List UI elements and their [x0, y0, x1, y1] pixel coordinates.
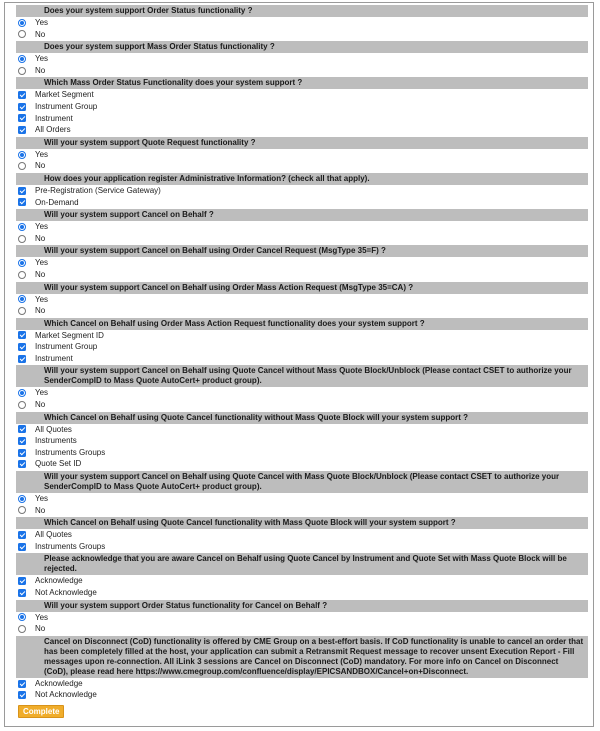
option-label: Instruments Groups	[35, 541, 106, 551]
question-header: Which Mass Order Status Functionality does your system support ?	[16, 77, 588, 89]
question-7	[16, 245, 588, 280]
option-label: Pre-Registration (Service Gateway)	[35, 185, 161, 195]
question-8	[16, 282, 588, 317]
option-label: All Quotes	[35, 424, 72, 434]
radio-button[interactable]	[18, 307, 26, 315]
radio-button[interactable]	[18, 259, 26, 267]
question-header: Cancel on Disconnect (CoD) functionality is offered by CME Group on a best-effort basis. If CoD functionality is unable to cancel an order that has been completely filled at the host, your application can submit a Retransmit Request message to recover unsent Execution Report - Fill messages upon re-connection. All iLink 3 sessions are Cancel on Disconnect (CoD) mandatory. For more info on Cancel on Disconnect (CoD), please read here https://www.cmegroup.com/confluence/display/EPICSANDBOX/Cancel+on+Disconnect.	[16, 636, 588, 678]
checkbox[interactable]	[18, 355, 26, 363]
radio-button[interactable]	[18, 271, 26, 279]
checkbox-option[interactable]	[16, 341, 588, 353]
radio-option[interactable]	[16, 623, 588, 635]
checkbox[interactable]	[18, 114, 26, 122]
question-header: Does your system support Order Status functionality ?	[16, 5, 588, 17]
question-9	[16, 318, 588, 365]
option-label: Acknowledge	[35, 576, 83, 586]
checkbox-option[interactable]	[16, 124, 588, 136]
question-16	[16, 636, 588, 701]
question-header: Which Cancel on Behalf using Order Mass Action Request functionality does your system support ?	[16, 318, 588, 330]
option-label: Market Segment ID	[35, 330, 104, 340]
checkbox[interactable]	[18, 437, 26, 445]
question-10	[16, 365, 588, 410]
questionnaire-frame	[4, 2, 594, 727]
checkbox[interactable]	[18, 187, 26, 195]
checkbox-option[interactable]	[16, 529, 588, 541]
checkbox[interactable]	[18, 543, 26, 551]
radio-option[interactable]	[16, 505, 588, 517]
option-label: Yes	[35, 258, 49, 268]
option-label: Yes	[35, 494, 49, 504]
radio-button[interactable]	[18, 67, 26, 75]
checkbox-option[interactable]	[16, 575, 588, 587]
radio-option[interactable]	[16, 221, 588, 233]
question-14	[16, 553, 588, 598]
checkbox-option[interactable]	[16, 113, 588, 125]
checkbox[interactable]	[18, 343, 26, 351]
question-header: Will your system support Cancel on Behalf using Order Cancel Request (MsgType 35=F) ?	[16, 245, 588, 257]
option-label: No	[35, 624, 46, 634]
question-header: Will your system support Order Status functionality for Cancel on Behalf ?	[16, 600, 588, 612]
option-label: Yes	[35, 54, 49, 64]
radio-option[interactable]	[16, 294, 588, 306]
question-11	[16, 412, 588, 470]
option-label: Yes	[35, 294, 49, 304]
question-6	[16, 209, 588, 244]
radio-option[interactable]	[16, 493, 588, 505]
question-13	[16, 517, 588, 552]
option-label: Instruments Groups	[35, 447, 106, 457]
checkbox-option[interactable]	[16, 587, 588, 599]
option-label: On-Demand	[35, 197, 79, 207]
option-label: Acknowledge	[35, 678, 83, 688]
checkbox[interactable]	[18, 91, 26, 99]
question-3	[16, 77, 588, 135]
checkbox-option[interactable]	[16, 197, 588, 209]
option-label: Quote Set ID	[35, 459, 82, 469]
checkbox-option[interactable]	[16, 447, 588, 459]
checkbox[interactable]	[18, 460, 26, 468]
radio-button[interactable]	[18, 625, 26, 633]
option-label: Yes	[35, 388, 49, 398]
question-header: Will your system support Cancel on Behalf using Quote Cancel without Mass Quote Block/Unblock (Please contact CSET to authorize your SenderCompID to Mass Quote AutoCert+ product group).	[16, 365, 588, 387]
radio-option[interactable]	[16, 29, 588, 41]
checkbox-option[interactable]	[16, 424, 588, 436]
radio-option[interactable]	[16, 65, 588, 77]
checkbox[interactable]	[18, 198, 26, 206]
radio-option[interactable]	[16, 305, 588, 317]
option-label: Not Acknowledge	[35, 690, 97, 700]
radio-button[interactable]	[18, 389, 26, 397]
checkbox[interactable]	[18, 425, 26, 433]
radio-button[interactable]	[18, 613, 26, 621]
checkbox-option[interactable]	[16, 458, 588, 470]
checkbox[interactable]	[18, 531, 26, 539]
question-12	[16, 471, 588, 516]
option-label: All Quotes	[35, 530, 72, 540]
checkbox-option[interactable]	[16, 678, 588, 690]
option-label: No	[35, 306, 46, 316]
option-label: No	[35, 400, 46, 410]
option-label: Market Segment	[35, 90, 94, 100]
radio-option[interactable]	[16, 160, 588, 172]
question-header: Which Cancel on Behalf using Quote Cancel functionality with Mass Quote Block will your system support ?	[16, 517, 588, 529]
checkbox[interactable]	[18, 126, 26, 134]
checkbox-option[interactable]	[16, 435, 588, 447]
radio-button[interactable]	[18, 30, 26, 38]
question-1	[16, 5, 588, 40]
radio-option[interactable]	[16, 399, 588, 411]
checkbox-option[interactable]	[16, 185, 588, 197]
checkbox[interactable]	[18, 680, 26, 688]
questionnaire-form	[5, 3, 593, 718]
radio-button[interactable]	[18, 19, 26, 27]
option-label: No	[35, 65, 46, 75]
radio-option[interactable]	[16, 17, 588, 29]
checkbox-option[interactable]	[16, 89, 588, 101]
question-4	[16, 137, 588, 172]
option-label: Yes	[35, 149, 49, 159]
option-label: No	[35, 161, 46, 171]
option-label: Not Acknowledge	[35, 588, 97, 597]
option-label: No	[35, 29, 46, 39]
radio-button[interactable]	[18, 55, 26, 63]
question-header: Does your system support Mass Order Status functionality ?	[16, 41, 588, 53]
checkbox-option[interactable]	[16, 353, 588, 365]
checkbox[interactable]	[18, 331, 26, 339]
question-header: Will your system support Quote Request functionality ?	[16, 137, 588, 149]
option-label: Instruments	[35, 436, 77, 446]
option-label: All Orders	[35, 125, 71, 135]
option-label: Instrument	[35, 113, 73, 123]
question-header: Please acknowledge that you are aware Cancel on Behalf using Quote Cancel by Instrument and Quote Set with Mass Quote Block will be rejected.	[16, 553, 588, 575]
checkbox-option[interactable]	[16, 689, 588, 701]
radio-option[interactable]	[16, 53, 588, 65]
question-header: Which Cancel on Behalf using Quote Cancel functionality without Mass Quote Block will your system support ?	[16, 412, 588, 424]
question-header: Will your system support Cancel on Behalf ?	[16, 209, 588, 221]
question-15	[16, 600, 588, 635]
radio-button[interactable]	[18, 151, 26, 159]
radio-option[interactable]	[16, 257, 588, 269]
question-header: Will your system support Cancel on Behalf using Quote Cancel with Mass Quote Block/Unblock (Please contact CSET to authorize your SenderCompID to Mass Quote AutoCert+ product group).	[16, 471, 588, 493]
question-5	[16, 173, 588, 208]
radio-option[interactable]	[16, 387, 588, 399]
question-header: How does your application register Administrative Information? (check all that apply).	[16, 173, 588, 185]
radio-option[interactable]	[16, 149, 588, 161]
checkbox[interactable]	[18, 449, 26, 457]
checkbox-option[interactable]	[16, 101, 588, 113]
question-2	[16, 41, 588, 76]
radio-option[interactable]	[16, 269, 588, 281]
question-header: Will your system support Cancel on Behalf using Order Mass Action Request (MsgType 35=CA) ?	[16, 282, 588, 294]
option-label: Yes	[35, 222, 49, 232]
checkbox[interactable]	[18, 691, 26, 699]
radio-button[interactable]	[18, 223, 26, 231]
option-label: Instrument Group	[35, 101, 98, 111]
radio-button[interactable]	[18, 401, 26, 409]
checkbox[interactable]	[18, 577, 26, 585]
checkbox[interactable]	[18, 103, 26, 111]
radio-option[interactable]	[16, 233, 588, 245]
complete-button[interactable]: Complete	[18, 705, 64, 718]
option-label: No	[35, 233, 46, 243]
radio-button[interactable]	[18, 162, 26, 170]
radio-button[interactable]	[18, 295, 26, 303]
checkbox-option[interactable]	[16, 330, 588, 342]
radio-button[interactable]	[18, 506, 26, 514]
option-label: Yes	[35, 612, 49, 622]
option-label: No	[35, 505, 46, 515]
option-label: Yes	[35, 18, 49, 27]
checkbox-option[interactable]	[16, 541, 588, 553]
option-label: No	[35, 269, 46, 279]
option-label: Instrument	[35, 353, 73, 363]
radio-option[interactable]	[16, 612, 588, 624]
checkbox[interactable]	[18, 589, 26, 597]
radio-button[interactable]	[18, 235, 26, 243]
radio-button[interactable]	[18, 495, 26, 503]
option-label: Instrument Group	[35, 342, 98, 352]
